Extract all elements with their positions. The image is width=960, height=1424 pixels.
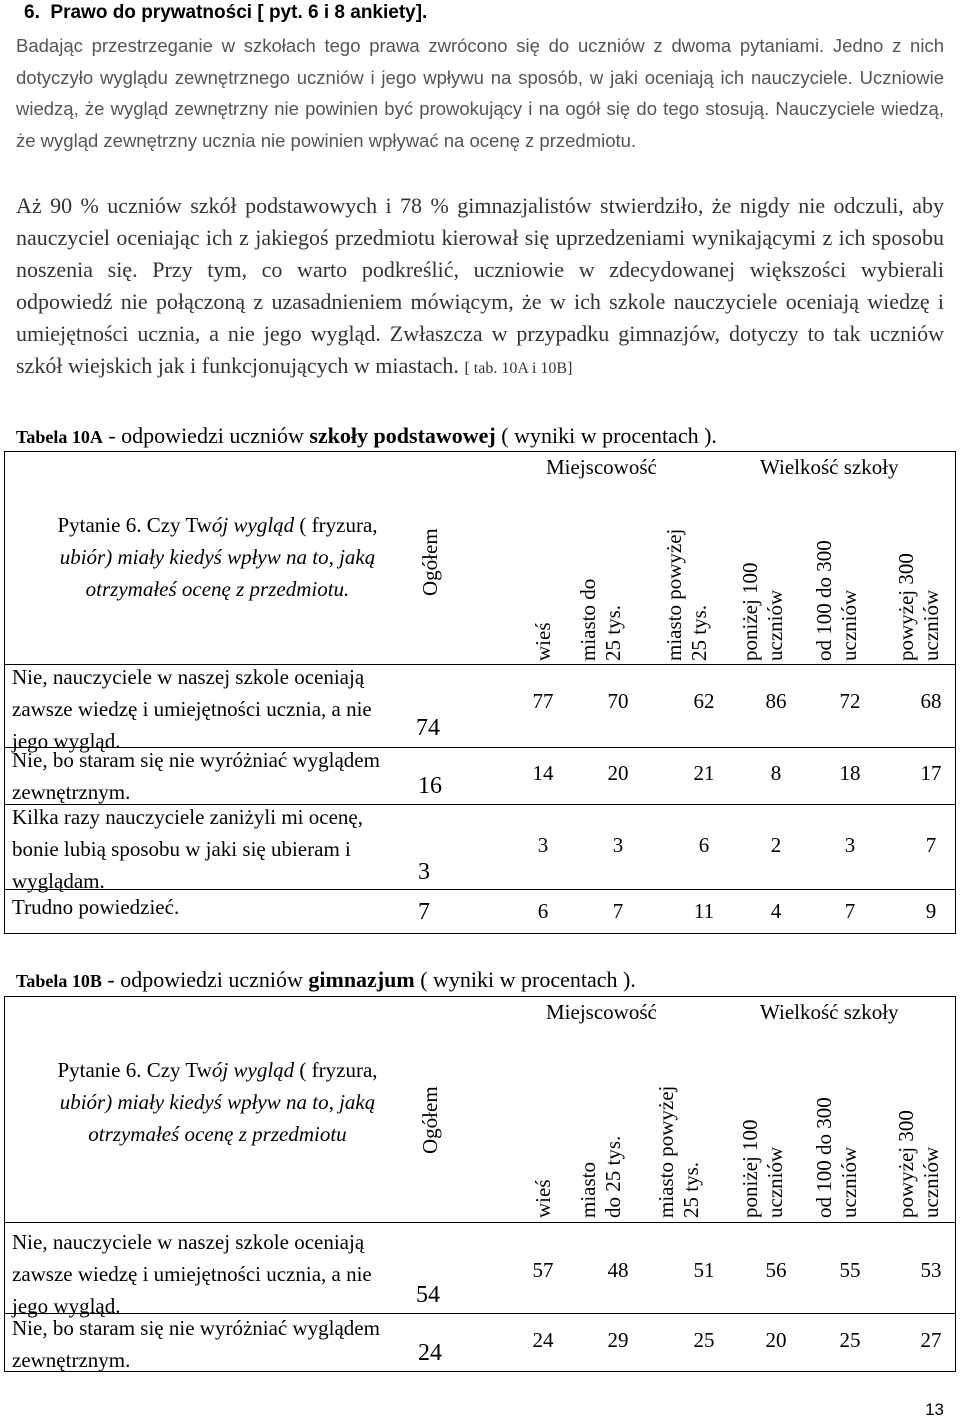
table-b-col-big xyxy=(894,1110,944,1218)
table-a-caption-bold: szkoły podstawowej xyxy=(309,423,496,448)
table-a-col-city xyxy=(662,529,712,661)
table-a-row-3-total: 3 xyxy=(418,859,430,885)
table-b-row-1-total: 54 xyxy=(416,1282,440,1308)
table-a-row-1-v2: 70 xyxy=(607,689,629,713)
table-b-caption xyxy=(16,967,636,993)
table-b-col-city-b: 25 tys. xyxy=(679,1161,703,1218)
table-b-row-1-v3: 51 xyxy=(693,1258,715,1282)
table-a-row-2-v2: 20 xyxy=(607,761,629,785)
table-a-row-4-answer: Trudno powiedzieć. xyxy=(12,895,180,919)
table-a-group-location: Miejscowość xyxy=(546,455,657,479)
table-b-row-2-v2: 29 xyxy=(607,1328,629,1352)
table-b-row-2-answer: Nie, bo staram się nie wyróżniać wyglądem zewnętrznym. xyxy=(12,1316,380,1372)
table-a-row-1-v3: 62 xyxy=(693,689,715,713)
table-b-group-location: Miejscowość xyxy=(546,1000,657,1024)
results-paragraph xyxy=(16,190,944,385)
table-a-col-village: wieś xyxy=(531,622,555,661)
table-a-row-3-v4: 2 xyxy=(770,833,782,857)
results-text-a: Aż 90 % uczniów szkół podstawowych i 78 % gimnazjalistów stwierdziło, że nigdy nie odczuli, aby nauczyciel oceniając ich z jakiegoś przedmiotu kierował się uprzedzeniami wynikającymi z ich sposobu noszenia się. xyxy=(16,193,944,282)
table-b-col-town-a: miasto xyxy=(576,1162,600,1218)
table-a-group-size: Wielkość szkoły xyxy=(760,455,899,479)
table-b-row-1-v2: 48 xyxy=(607,1258,629,1282)
table-b-col-mid-b: uczniów xyxy=(837,1146,861,1218)
table-a-col-total: Ogółem xyxy=(418,528,442,596)
table-a-col-town-b: 25 tys. xyxy=(601,604,625,661)
table-a-row-2-answer: Nie, bo staram się nie wyróżniać wyglądem zewnętrznym. xyxy=(12,748,380,804)
table-b-col-mid-a: od 100 do 300 xyxy=(812,1097,836,1218)
table-a-row-1-total: 74 xyxy=(416,715,440,741)
table-a-col-big xyxy=(894,553,944,661)
table-b-row-1-v1: 57 xyxy=(532,1258,554,1282)
table-a-question xyxy=(20,509,415,605)
table-a-row-4-v6: 9 xyxy=(925,899,937,923)
table-b-col-big-b: uczniów xyxy=(919,1146,943,1218)
table-a-question-end: otrzymałeś ocenę z przedmiotu. xyxy=(85,577,350,601)
table-b-question xyxy=(20,1054,415,1150)
table-a-row-1-v5: 72 xyxy=(839,689,861,713)
table-b-row-2-total: 24 xyxy=(418,1340,442,1366)
table-a-row-1-v4: 86 xyxy=(765,689,787,713)
results-text-b: Przy tym, co warto podkreślić, uczniowie w zdecydowanej większości wybierali odpowiedź nie połączoną z uzasadnieniem mówiącym, że w ich szkole nauczyciele oceniają wiedzę i umiejętności ucznia, a nie jego wygląd. Zwłaszcza w przypadku gimnazjów, dotyczy to tak uczniów szkół wiejskich jak i funkcjonujących w miastach. xyxy=(16,257,945,378)
table-a-row-4-total: 7 xyxy=(418,899,430,925)
table-a-question-mid: ( fryzura, xyxy=(294,513,378,537)
table-b-question-italic: ój wygląd xyxy=(211,1058,295,1082)
table-a-row-3-answer: Kilka razy nauczyciele zaniżyli mi ocenę, bonie lubią sposobu w jaki się ubieram i wyglądam. xyxy=(12,805,363,893)
table-reference: [ tab. 10A i 10B] xyxy=(464,360,573,377)
table-a-row-3-v6: 7 xyxy=(925,833,937,857)
table-a-row-1-answer: Nie, nauczyciele w naszej szkole oceniają zawsze wiedzę i umiejętności ucznia, a nie jego wygląd. xyxy=(12,665,372,753)
table-b-col-total: Ogółem xyxy=(418,1086,442,1154)
table-a xyxy=(4,451,956,934)
table-a-row-3-v2: 3 xyxy=(612,833,624,857)
table-a-row-3-v3: 6 xyxy=(698,833,710,857)
page-number: 13 xyxy=(925,1400,944,1419)
table-b-row-1-v5: 55 xyxy=(839,1258,861,1282)
table-b-col-big-a: powyżej 300 xyxy=(894,1110,918,1218)
table-b-row-1-v6: 53 xyxy=(920,1258,942,1282)
table-a-col-mid-a: od 100 do 300 xyxy=(812,540,836,661)
table-b-caption-post: ( wyniki w procentach ). xyxy=(414,967,636,992)
table-a-row-1-v1: 77 xyxy=(532,689,554,713)
table-a-caption xyxy=(16,423,717,449)
table-a-row-2-v4: 8 xyxy=(770,761,782,785)
table-b-group-size: Wielkość szkoły xyxy=(760,1000,899,1024)
table-b-caption-bold: gimnazjum xyxy=(308,967,415,992)
intro-paragraph: Badając przestrzeganie w szkołach tego prawa zwrócono się do uczniów z dwoma pytaniami. Jedno z nich dotyczyło wyglądu zewnętrznego uczniów i jego wpływu na sposób, w jaki oceniają ich nauczyciele. Uczniowie wiedzą, że wygląd zewnętrzny nie powinien być prowokujący i na ogół się do tego stosują. Nauczyciele wiedzą, że wygląd zewnętrzny ucznia nie powinien wpływać na ocenę z przedmiotu. xyxy=(16,35,944,151)
table-a-row-4-v3: 11 xyxy=(693,899,715,923)
table-a-row-2-v3: 21 xyxy=(693,761,715,785)
table-a-row-4-v1: 6 xyxy=(537,899,549,923)
table-a-question-rest: ubiór) miały kiedyś wpływ na to, jaką xyxy=(59,545,376,569)
table-a-row-1-v6: 68 xyxy=(920,689,942,713)
table-a-row-2-v5: 18 xyxy=(839,761,861,785)
table-a-col-town xyxy=(576,579,626,661)
table-a-col-mid-b: uczniów xyxy=(837,589,861,661)
table-a-col-city-a: miasto powyżej xyxy=(662,528,686,661)
table-b-row-2-v5: 25 xyxy=(839,1328,861,1352)
table-b-question-end: otrzymałeś ocenę z przedmiotu xyxy=(88,1122,347,1146)
table-a-row-4-v4: 4 xyxy=(770,899,782,923)
table-a-row-4-v2: 7 xyxy=(612,899,624,923)
table-b-row-2-v1: 24 xyxy=(532,1328,554,1352)
table-a-col-small-b: uczniów xyxy=(763,589,787,661)
table-a-question-prefix: Pytanie 6. Czy Tw xyxy=(57,513,212,537)
table-a-row-2-total: 16 xyxy=(418,773,442,799)
table-a-row-4-v5: 7 xyxy=(844,899,856,923)
table-b-col-village: wieś xyxy=(531,1179,555,1218)
table-a-col-mid xyxy=(812,540,862,661)
table-a-col-small xyxy=(738,562,788,661)
table-b-caption-pre: - odpowiedzi uczniów xyxy=(101,967,309,992)
table-b-header-divider xyxy=(4,1222,956,1223)
table-a-question-italic: ój wygląd xyxy=(211,513,295,537)
table-a-row-3-v5: 3 xyxy=(844,833,856,857)
section-heading: 6. Prawo do prywatności [ pyt. 6 i 8 ankiety]. xyxy=(24,2,428,23)
table-b-col-town xyxy=(576,1136,626,1218)
table-a-row-3-v1: 3 xyxy=(537,833,549,857)
table-b-col-mid xyxy=(812,1097,862,1218)
table-b-col-small-b: uczniów xyxy=(763,1146,787,1218)
table-a-caption-post: ( wyniki w procentach ). xyxy=(495,423,717,448)
table-b-col-small xyxy=(738,1119,788,1218)
table-a-label: Tabela 10A xyxy=(16,427,103,447)
table-b-row-2-v3: 25 xyxy=(693,1328,715,1352)
table-b-label: Tabela 10B xyxy=(16,971,102,991)
table-a-row-2-v1: 14 xyxy=(532,761,554,785)
table-a-col-small-a: poniżej 100 xyxy=(738,562,762,661)
table-b-row-1-answer: Nie, nauczyciele w naszej szkole oceniają zawsze wiedzę i umiejętności ucznia, a nie jego wygląd. xyxy=(12,1230,372,1318)
table-b-col-town-b: do 25 tys. xyxy=(601,1135,625,1218)
table-b-row-1-v4: 56 xyxy=(765,1258,787,1282)
table-b-col-city-a: miasto powyżej xyxy=(654,1085,678,1218)
table-b xyxy=(4,996,956,1376)
table-b-question-rest: ubiór) miały kiedyś wpływ na to, jaką xyxy=(59,1090,376,1114)
table-a-caption-pre: - odpowiedzi uczniów xyxy=(102,423,310,448)
table-b-row-2-v6: 27 xyxy=(920,1328,942,1352)
table-a-col-town-a: miasto do xyxy=(576,578,600,661)
table-a-col-city-b: 25 tys. xyxy=(687,604,711,661)
table-b-question-mid: ( fryzura, xyxy=(294,1058,378,1082)
table-a-row-2-v6: 17 xyxy=(920,761,942,785)
table-a-col-big-b: uczniów xyxy=(919,589,943,661)
table-b-question-prefix: Pytanie 6. Czy Tw xyxy=(57,1058,212,1082)
table-b-row-2-v4: 20 xyxy=(765,1328,787,1352)
table-a-col-big-a: powyżej 300 xyxy=(894,553,918,661)
table-b-col-small-a: poniżej 100 xyxy=(738,1119,762,1218)
table-a-row-divider-3 xyxy=(4,889,956,890)
table-b-col-city xyxy=(654,1086,704,1218)
